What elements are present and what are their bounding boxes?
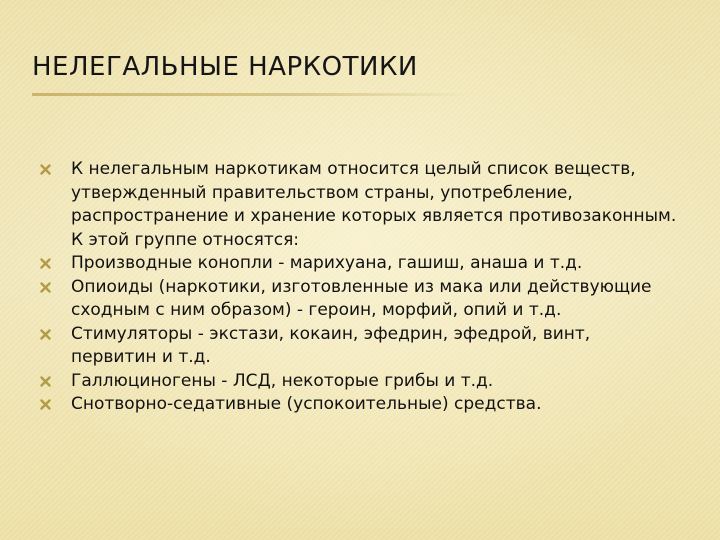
- bullet-text: Снотворно-седативные (успокоительные) средства.: [71, 394, 542, 414]
- bullet-item: [38, 252, 678, 276]
- title-underline: [32, 93, 472, 96]
- cross-x-icon: [38, 158, 52, 182]
- cross-x-icon: [38, 252, 52, 276]
- bullet-text: Галлюциногены - ЛСД, некоторые грибы и т.д.: [71, 370, 494, 391]
- bullet-text: Производные конопли - марихуана, гашиш, анаша и т.д.: [71, 253, 583, 273]
- bullet-item: [38, 158, 678, 252]
- cross-x-icon: [38, 276, 52, 300]
- bullet-item: [38, 393, 678, 417]
- cross-x-icon: [38, 370, 52, 394]
- bullet-item: [38, 323, 678, 370]
- bullet-item: [38, 276, 678, 323]
- bullet-item: [38, 370, 678, 394]
- bullet-text: Опиоиды (наркотики, изготовленные из мака или действующие сходным с ним образом) - героин, морфий, опий и т.д.: [71, 276, 652, 320]
- bullet-list: [38, 158, 678, 417]
- bullet-text: Стимуляторы - экстази, кокаин, эфедрин, эфедрой, винт, первитин и т.д.: [71, 323, 591, 367]
- cross-x-icon: [38, 393, 52, 417]
- bullet-text: К нелегальным наркотикам относится целый список веществ, утвержденный правительством страны, употребление, распространение и хранение которых является противозаконным. К этой группе относятся:: [71, 159, 677, 250]
- cross-x-icon: [38, 323, 52, 347]
- slide-title: НЕЛЕГАЛЬНЫЕ НАРКОТИКИ: [32, 52, 418, 82]
